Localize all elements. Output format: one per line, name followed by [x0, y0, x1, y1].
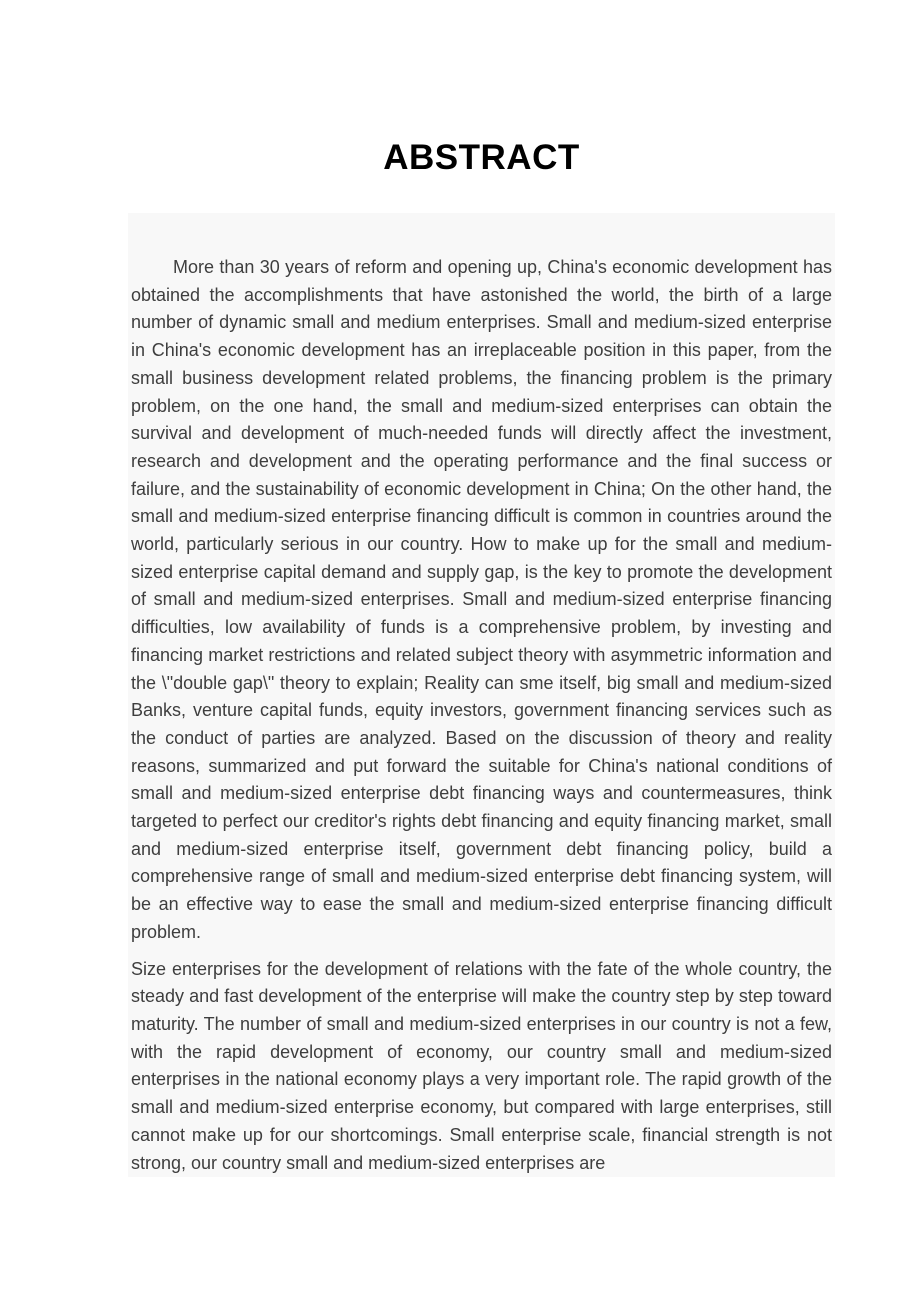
- abstract-section: [128, 213, 835, 1177]
- page-title: ABSTRACT: [383, 138, 580, 177]
- abstract-paragraph-2: Size enterprises for the development of relations with the fate of the whole country, the steady and fast development of the enterprise will make the country step by step toward maturity. The number of small and medium-sized enterprises in our country is not a few, with the rapid development of economy, our country small and medium-sized enterprises in the national economy plays a very important role. The rapid growth of the small and medium-sized enterprise economy, but compared with large enterprises, still cannot make up for our shortcomings. Small enterprise scale, financial strength is not strong, our country small and medium-sized enterprises are: [131, 958, 832, 1173]
- abstract-paragraph-1: More than 30 years of reform and opening up, China's economic development has obtained the accomplishments that have astonished the world, the birth of a large number of dynamic small and medium enterprises. Small and medium-sized enterprise in China's economic development has an irreplaceable position in this paper, from the small business development related problems, the financing problem is the primary problem, on the one hand, the small and medium-sized enterprises can obtain the survival and development of much-needed funds will directly affect the investment, research and development and the operating performance and the final success or failure, and the sustainability of economic development in China; On the other hand, the small and medium-sized enterprise financing difficult is common in countries around the world, particularly serious in our country. How to make up for the small and medium-sized enterprise capital demand and supply gap, is the key to promote the development of small and medium-sized enterprises. Small and medium-sized enterprise financing difficulties, low availability of funds is a comprehensive problem, by investing and financing market restrictions and related subject theory with asymmetric information and the \"double gap\" theory to explain; Reality can sme itself, big small and medium-sized Banks, venture capital funds, equity investors, government financing services such as the conduct of parties are analyzed. Based on the discussion of theory and reality reasons, summarized and put forward the suitable for China's national conditions of small and medium-sized enterprise debt financing ways and countermeasures, think targeted to perfect our creditor's rights debt financing and equity financing market, small and medium-sized enterprise itself, government debt financing policy, build a comprehensive range of small and medium-sized enterprise debt financing system, will be an effective way to ease the small and medium-sized enterprise financing difficult problem.: [131, 257, 832, 942]
- document-page: [128, 0, 835, 1177]
